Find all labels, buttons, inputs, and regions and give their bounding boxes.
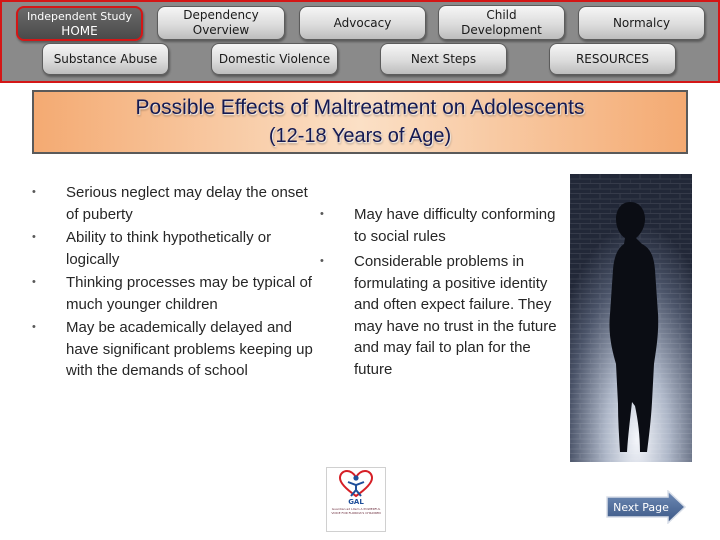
substance-abuse-label: Substance Abuse bbox=[53, 51, 158, 66]
normalcy-label: Normalcy bbox=[612, 15, 671, 30]
page-title: Possible Effects of Maltreatment on Adolescents bbox=[135, 96, 585, 119]
dependency-overview-label-line1: Dependency bbox=[183, 8, 259, 22]
page-subtitle: (12-18 Years of Age) bbox=[268, 125, 452, 147]
advocacy-button[interactable] bbox=[299, 6, 426, 40]
list-item: • May have difficulty conforming to social rules bbox=[320, 204, 560, 247]
domestic-violence-label: Domestic Violence bbox=[218, 51, 331, 66]
heart-logo-icon bbox=[327, 469, 385, 499]
dependency-overview-label-line2: Overview bbox=[192, 23, 250, 37]
list-item: • Ability to think hypothetically or logically bbox=[32, 227, 320, 270]
child-development-label-line2: Development bbox=[461, 22, 542, 37]
home-button[interactable] bbox=[16, 6, 143, 41]
list-item: • May be academically delayed and have significant problems keeping up with the demands of school bbox=[32, 317, 320, 382]
list-item: • Serious neglect may delay the onset of puberty bbox=[32, 182, 320, 225]
domestic-violence-button[interactable] bbox=[211, 43, 338, 75]
logo-subtext: Guardian ad Litem A POWERFUL VOICE FOR FLORIDA'S CHILDREN bbox=[331, 507, 381, 515]
home-button-label-line2: HOME bbox=[61, 23, 98, 38]
left-bullet-list bbox=[32, 182, 320, 384]
next-steps-label: Next Steps bbox=[410, 51, 477, 66]
child-development-label-line1: Child bbox=[486, 7, 517, 22]
child-development-button[interactable] bbox=[438, 5, 565, 40]
next-page-label: Next Page bbox=[613, 500, 669, 514]
advocacy-label: Advocacy bbox=[333, 15, 392, 30]
right-bullet-list bbox=[320, 204, 560, 384]
silhouette-photo bbox=[570, 174, 692, 462]
next-steps-button[interactable] bbox=[380, 43, 507, 75]
next-page-button[interactable] bbox=[606, 490, 686, 524]
resources-label: RESOURCES bbox=[575, 51, 650, 66]
gal-logo bbox=[326, 467, 386, 532]
logo-text: GAL bbox=[348, 498, 364, 506]
list-item: • Thinking processes may be typical of much younger children bbox=[32, 272, 320, 315]
dependency-overview-button[interactable] bbox=[157, 6, 285, 40]
home-button-label-line1: Independent Study bbox=[27, 9, 132, 23]
normalcy-button[interactable] bbox=[578, 6, 705, 40]
list-item: • Considerable problems in formulating a positive identity and often expect failure. They may have no trust in the future and may fail to plan for the future bbox=[320, 251, 560, 380]
resources-button[interactable] bbox=[549, 43, 676, 75]
navigation-panel bbox=[0, 0, 720, 83]
substance-abuse-button[interactable] bbox=[42, 43, 169, 75]
silhouette-image bbox=[570, 174, 692, 462]
title-banner bbox=[32, 90, 688, 154]
